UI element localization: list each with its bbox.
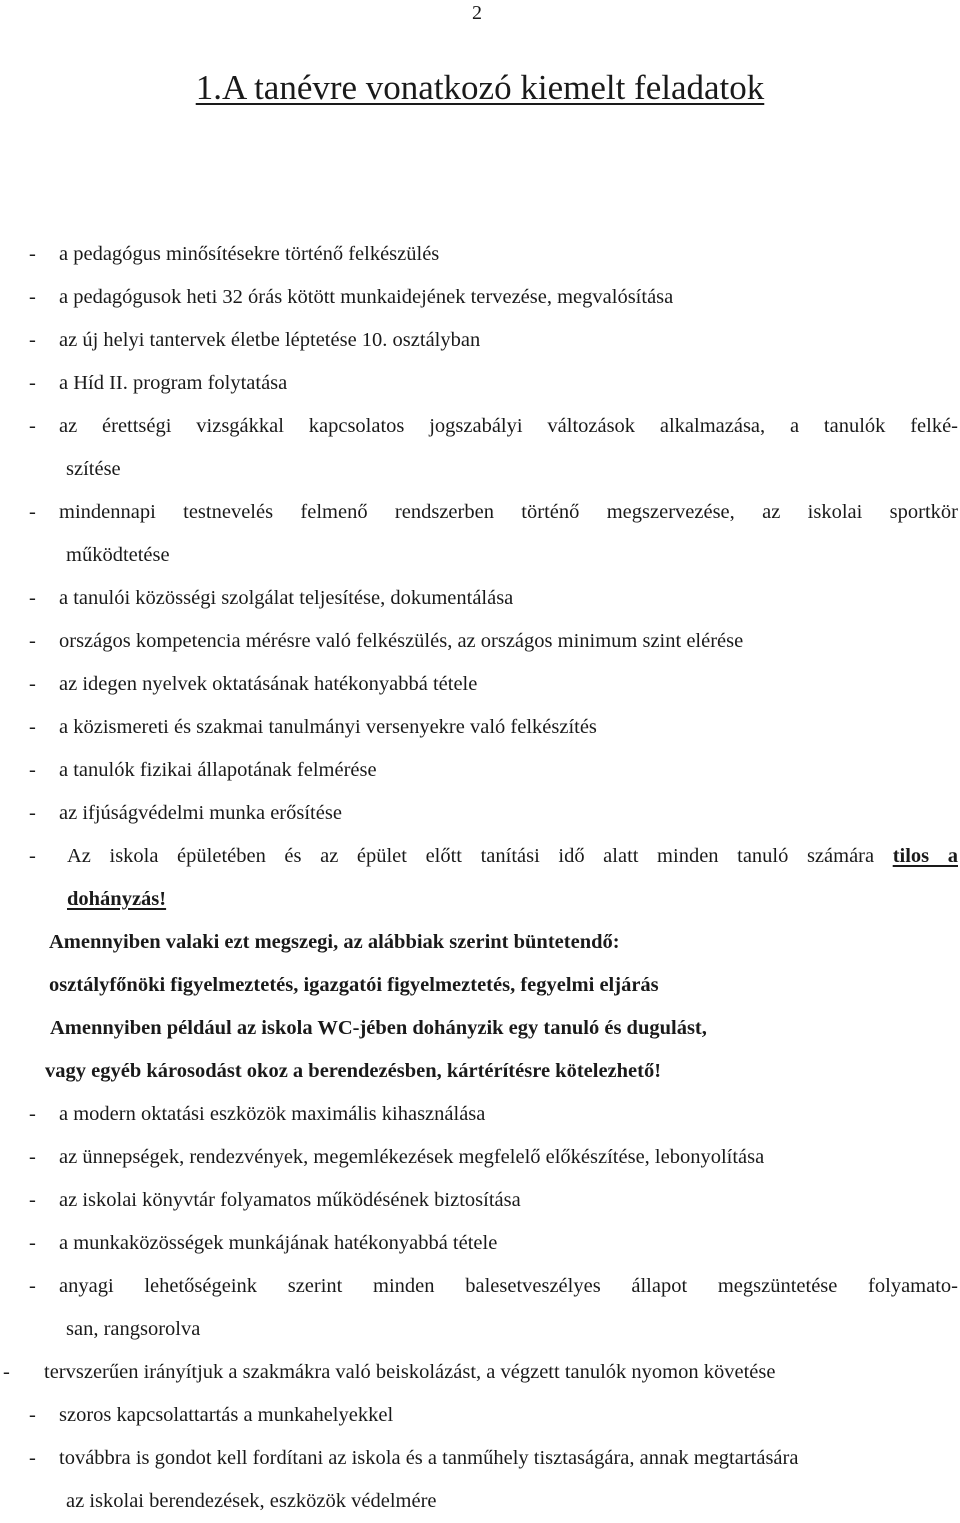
list-item: - mindennapi testnevelés felmenő rendszerben történő megszervezése, az iskolai sportkör működtetése	[0, 491, 960, 577]
page-number: 2	[472, 2, 482, 24]
list-item: - a pedagógus minősítésekre történő felkészülés	[0, 233, 960, 276]
bullet-dash: -	[29, 673, 36, 695]
list-item-smoking-ban: - Az iskola épületében és az épület előtt tanítási idő alatt minden tanuló számára tilos a dohányzás!	[0, 835, 960, 921]
list-item: - a tanulói közösségi szolgálat teljesítése, dokumentálása	[0, 577, 960, 620]
bullet-dash: -	[29, 1275, 36, 1297]
list-item: - az idegen nyelvek oktatásának hatékonyabbá tétele	[0, 663, 960, 706]
list-item: - anyagi lehetőségeink szerint minden balesetveszélyes állapot megszüntetése folyamato- san, rangsorolva	[0, 1265, 960, 1351]
list-item: - tervszerűen irányítjuk a szakmákra való beiskolázást, a végzett tanulók nyomon követése	[0, 1351, 960, 1394]
bullet-dash: -	[29, 630, 36, 652]
bullet-dash: -	[29, 286, 36, 308]
warning-line: Amennyiben például az iskola WC-jében dohányzik egy tanuló és dugulást,	[50, 1017, 707, 1039]
list-item: - országos kompetencia mérésre való felkészülés, az országos minimum szint elérése	[0, 620, 960, 663]
warning-line: osztályfőnöki figyelmeztetés, igazgatói figyelmeztetés, fegyelmi eljárás	[49, 974, 659, 996]
bullet-dash: -	[29, 1189, 36, 1211]
warning-line: vagy egyéb károsodást okoz a berendezésben, kártérítésre kötelezhető!	[45, 1060, 662, 1082]
page-title: 1.A tanévre vonatkozó kiemelt feladatok	[195, 68, 765, 107]
warning-line: Amennyiben valaki ezt megszegi, az alábbiak szerint büntetendő:	[49, 931, 620, 953]
list-item: - a munkaközösségek munkájának hatékonyabbá tétele	[0, 1222, 960, 1265]
bullet-dash: -	[29, 372, 36, 394]
bullet-dash: -	[29, 845, 36, 867]
bullet-dash: -	[29, 1404, 36, 1426]
bullet-dash: -	[29, 415, 36, 437]
emphasis-text: dohányzás!	[67, 888, 167, 910]
bullet-dash: -	[29, 587, 36, 609]
list-item: - a Híd II. program folytatása	[0, 362, 960, 405]
list-item: - továbbra is gondot kell fordítani az iskola és a tanműhely tisztaságára, annak megtartására az iskolai berendezések, eszközök védelmére	[0, 1437, 960, 1523]
list-item: - a pedagógusok heti 32 órás kötött munkaidejének tervezése, megvalósítása	[0, 276, 960, 319]
bullet-dash: -	[29, 1447, 36, 1469]
bullet-dash: -	[29, 243, 36, 265]
bullet-dash: -	[29, 802, 36, 824]
bullet-dash: -	[29, 1232, 36, 1254]
bullet-dash: -	[29, 1103, 36, 1125]
list-item: - az ünnepségek, rendezvények, megemlékezések megfelelő előkészítése, lebonyolítása	[0, 1136, 960, 1179]
list-item: - az új helyi tantervek életbe léptetése 10. osztályban	[0, 319, 960, 362]
bullet-dash: -	[3, 1361, 10, 1383]
list-item: - a közismereti és szakmai tanulmányi versenyekre való felkészítés	[0, 706, 960, 749]
list-item: - a modern oktatási eszközök maximális kihasználása	[0, 1093, 960, 1136]
list-item: - a tanulók fizikai állapotának felmérése	[0, 749, 960, 792]
bullet-dash: -	[29, 716, 36, 738]
list-item: - az iskolai könyvtár folyamatos működésének biztosítása	[0, 1179, 960, 1222]
bullet-dash: -	[29, 759, 36, 781]
list-item: - az ifjúságvédelmi munka erősítése	[0, 792, 960, 835]
task-list	[0, 233, 960, 1523]
bullet-dash: -	[29, 501, 36, 523]
emphasis-text: tilos a	[892, 845, 958, 867]
list-item: - szoros kapcsolattartás a munkahelyekkel	[0, 1394, 960, 1437]
list-item: - az érettségi vizsgákkal kapcsolatos jogszabályi változások alkalmazása, a tanulók felké- szítése	[0, 405, 960, 491]
bullet-dash: -	[29, 1146, 36, 1168]
bullet-dash: -	[29, 329, 36, 351]
